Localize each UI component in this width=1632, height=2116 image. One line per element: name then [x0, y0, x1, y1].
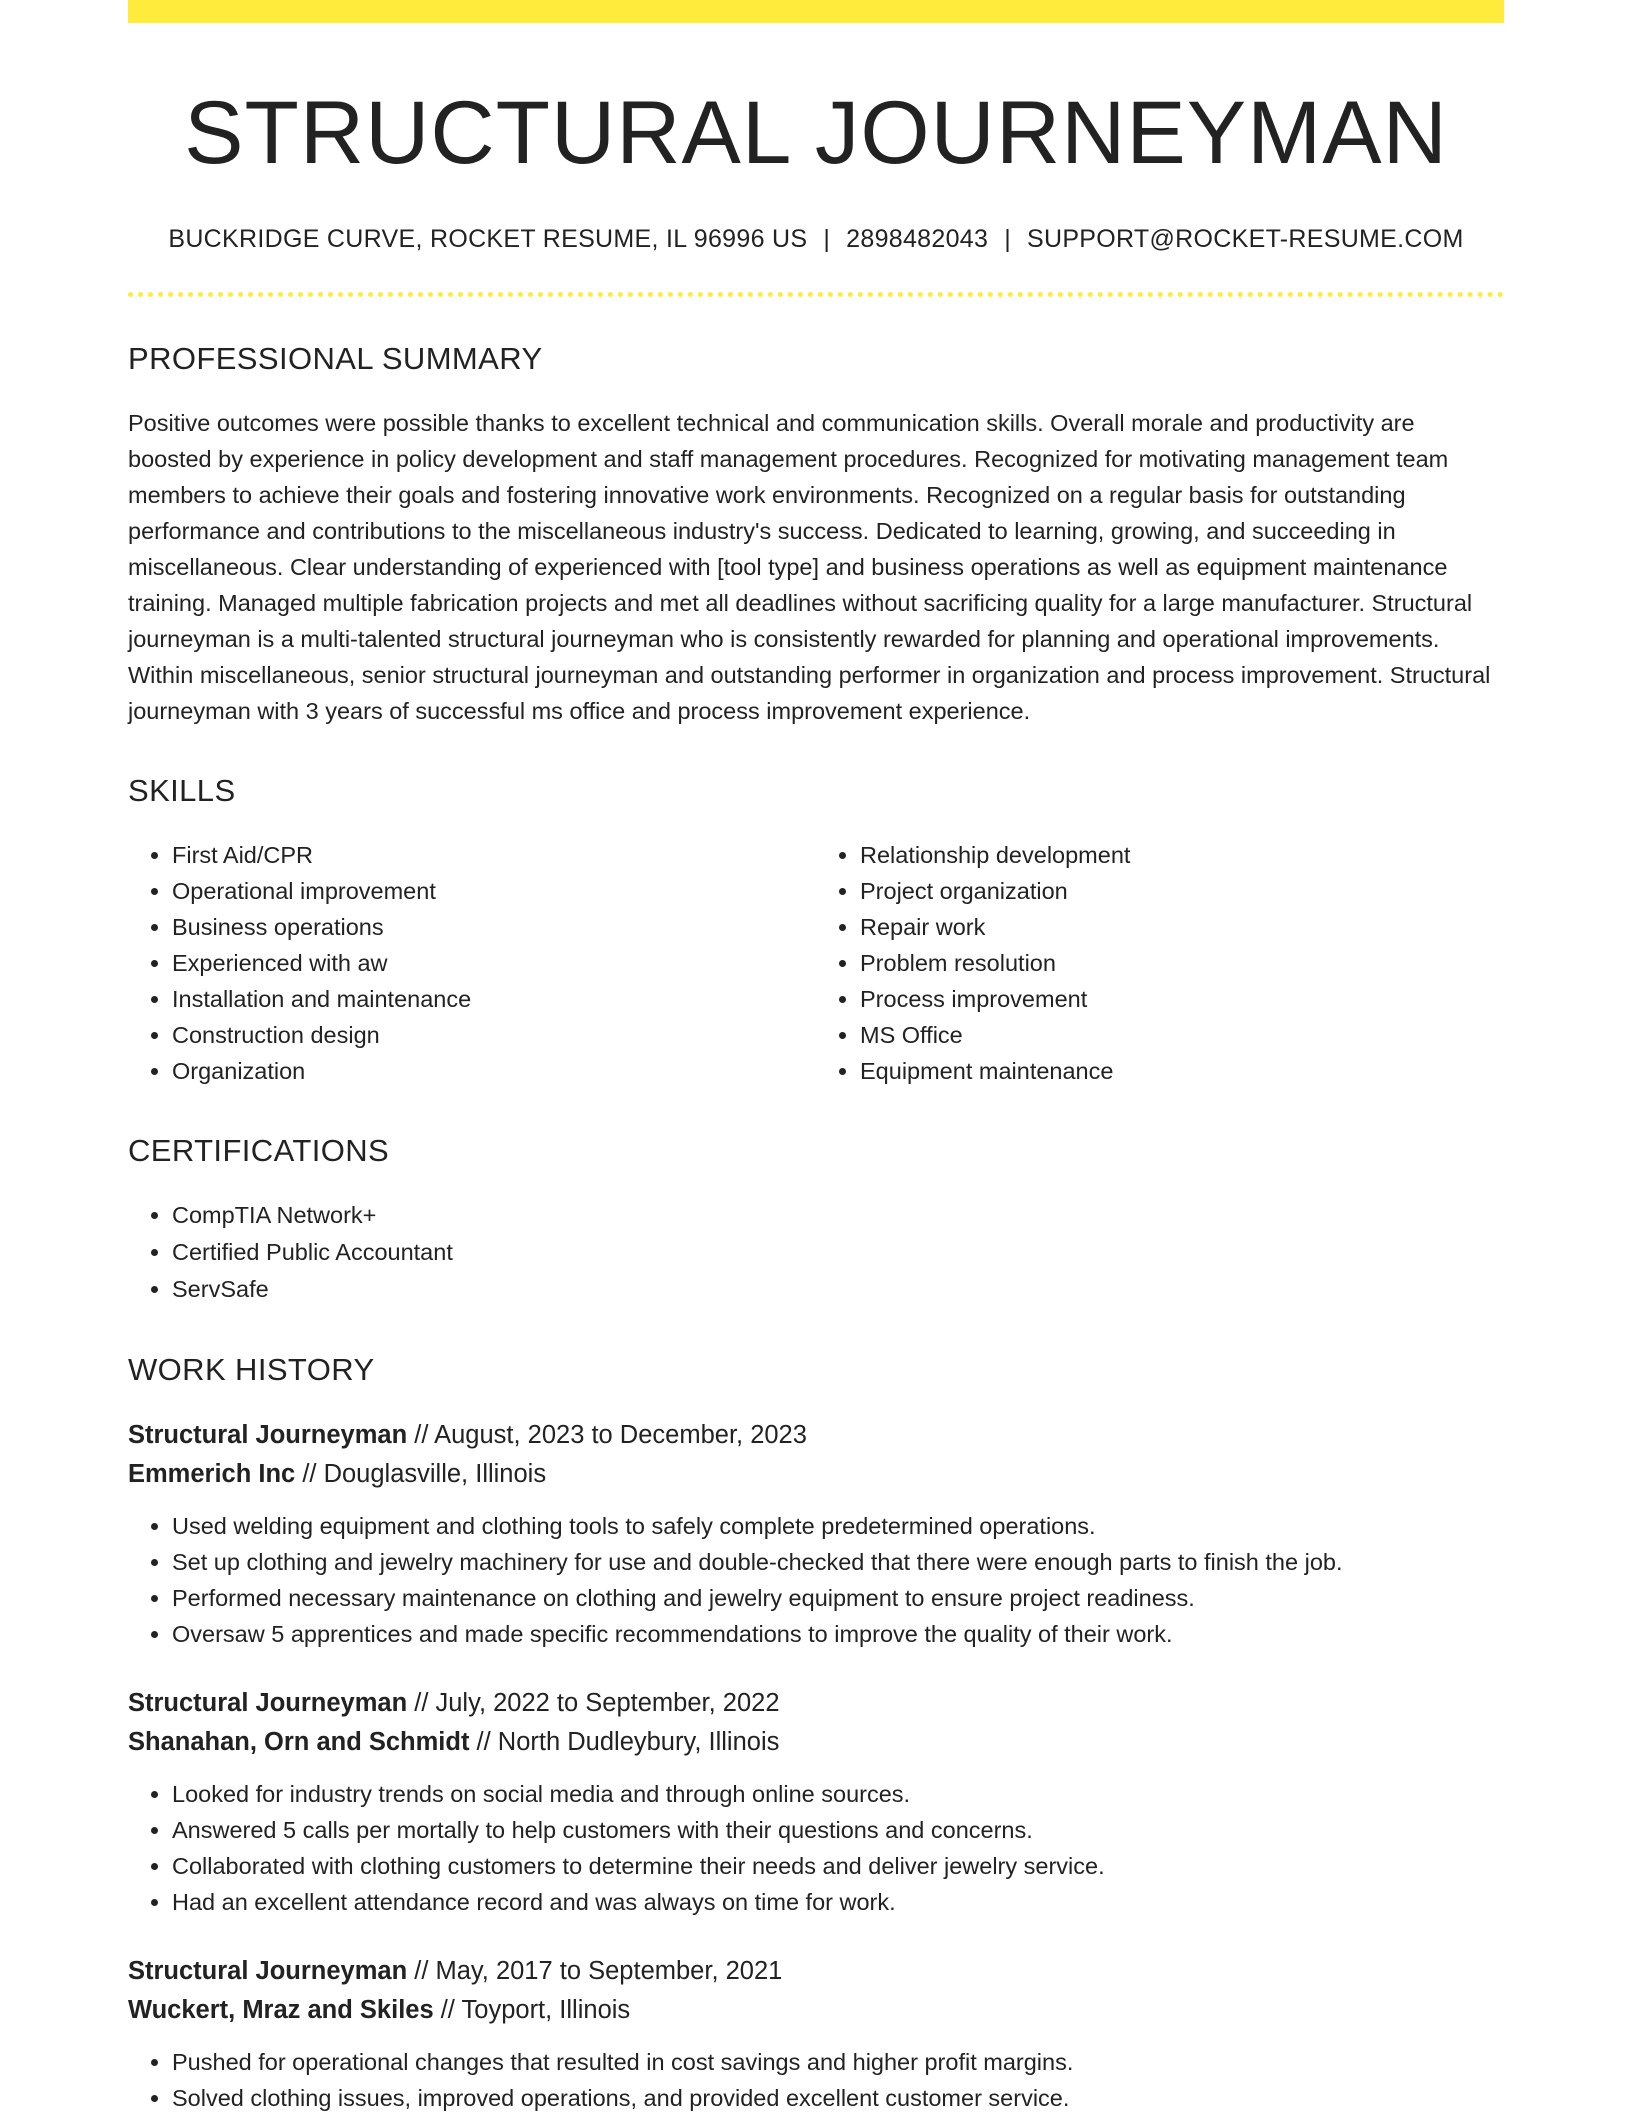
skills-column-right — [816, 837, 1504, 1089]
skill-item: • Installation and maintenance — [172, 981, 816, 1017]
job-bullet: • Set up clothing and jewelry machinery for use and double-checked that there were enough parts to finish the job. — [172, 1544, 1504, 1580]
skill-item: • Organization — [172, 1053, 816, 1089]
job-company: Shanahan, Orn and Schmidt — [128, 1728, 470, 1757]
skills-heading: SKILLS — [128, 773, 236, 809]
job-entry — [128, 1952, 1504, 2116]
skill-item: • Operational improvement — [172, 873, 816, 909]
certification-item: • ServSafe — [172, 1271, 1504, 1308]
job-bullet: • Solved clothing issues, improved operations, and provided excellent customer service. — [172, 2080, 1504, 2116]
job-bullets — [128, 1508, 1504, 1652]
summary-text: Positive outcomes were possible thanks to excellent technical and communication skills. Overall morale and productivity are boosted by experience in policy development and staff management procedures. Recognized for motivating management team members to achieve their goals and fostering innovative work environments. Recognized on a regular basis for outstanding performance and contributions to the miscellaneous industry's success. Dedicated to learning, growing, and succeeding in miscellaneous. Clear understanding of experienced with [tool type] and business operations as well as equipment maintenance training. Managed multiple fabrication projects and met all deadlines without sacrificing quality for a large manufacturer. Structural journeyman is a multi-talented structural journeyman who is consistently rewarded for planning and operational improvements. Within miscellaneous, senior structural journeyman and outstanding performer in organization and process improvement. Structural journeyman with 3 years of successful ms office and process improvement experience. — [128, 410, 1491, 725]
job-title-line — [128, 1684, 1504, 1723]
work-history-heading: WORK HISTORY — [128, 1352, 375, 1388]
job-company-line — [128, 1991, 1504, 2030]
skill-item: • Business operations — [172, 909, 816, 945]
certifications-list — [128, 1197, 1504, 1308]
job-bullet: • Collaborated with clothing customers to determine their needs and deliver jewelry service. — [172, 1848, 1504, 1884]
skill-item: • First Aid/CPR — [172, 837, 816, 873]
job-role: Structural Journeyman — [128, 1957, 408, 1986]
job-company: Emmerich Inc — [128, 1460, 296, 1489]
job-bullet: • Used welding equipment and clothing tools to safely complete predetermined operations. — [172, 1508, 1504, 1544]
contact-separator: | — [823, 225, 831, 254]
resume-page — [128, 0, 1504, 2116]
job-title-line — [128, 1416, 1504, 1455]
job-company-line — [128, 1455, 1504, 1494]
job-role: Structural Journeyman — [128, 1421, 408, 1450]
job-dates: // July, 2022 to September, 2022 — [407, 1689, 780, 1718]
skills-column-left — [128, 837, 816, 1089]
job-location: // Douglasville, Illinois — [295, 1460, 547, 1489]
job-entry — [128, 1684, 1504, 1920]
skill-item: • Equipment maintenance — [860, 1053, 1504, 1089]
skill-item: • Project organization — [860, 873, 1504, 909]
candidate-name: STRUCTURAL JOURNEYMAN — [184, 82, 1448, 182]
certifications-heading: CERTIFICATIONS — [128, 1133, 390, 1169]
certification-item: • CompTIA Network+ — [172, 1197, 1504, 1234]
skill-item: • Problem resolution — [860, 945, 1504, 981]
job-entry — [128, 1416, 1504, 1652]
certification-item: • Certified Public Accountant — [172, 1234, 1504, 1271]
divider — [128, 292, 1504, 297]
summary-heading: PROFESSIONAL SUMMARY — [128, 341, 543, 377]
job-bullet: • Performed necessary maintenance on clothing and jewelry equipment to ensure project readiness. — [172, 1580, 1504, 1616]
contact-separator: | — [1004, 225, 1011, 254]
accent-bar — [128, 0, 1504, 23]
job-bullet: • Pushed for operational changes that resulted in cost savings and higher profit margins. — [172, 2044, 1504, 2080]
skill-item: • MS Office — [860, 1017, 1504, 1053]
job-title-line — [128, 1952, 1504, 1991]
address: BUCKRIDGE CURVE, ROCKET RESUME, IL 96996 US — [168, 225, 808, 254]
skill-item: • Relationship development — [860, 837, 1504, 873]
skill-item: • Construction design — [172, 1017, 816, 1053]
skill-item: • Process improvement — [860, 981, 1504, 1017]
job-bullet: • Oversaw 5 apprentices and made specific recommendations to improve the quality of their work. — [172, 1616, 1504, 1652]
job-role: Structural Journeyman — [128, 1689, 408, 1718]
job-location: // Toyport, Illinois — [433, 1996, 631, 2025]
job-bullets — [128, 1776, 1504, 1920]
job-bullet: • Looked for industry trends on social media and through online sources. — [172, 1776, 1504, 1812]
job-company-line — [128, 1723, 1504, 1762]
job-bullet: • Answered 5 calls per mortally to help customers with their questions and concerns. — [172, 1812, 1504, 1848]
job-company: Wuckert, Mraz and Skiles — [128, 1996, 434, 2025]
job-dates: // May, 2017 to September, 2021 — [407, 1957, 783, 1986]
skill-item: • Experienced with aw — [172, 945, 816, 981]
skills-list — [128, 837, 1504, 1089]
phone: 2898482043 — [846, 225, 989, 254]
job-bullets — [128, 2044, 1504, 2116]
contact-line — [128, 225, 1504, 254]
email: SUPPORT@ROCKET-RESUME.COM — [1027, 225, 1464, 254]
skill-item: • Repair work — [860, 909, 1504, 945]
job-location: // North Dudleybury, Illinois — [469, 1728, 780, 1757]
job-dates: // August, 2023 to December, 2023 — [407, 1421, 807, 1450]
job-bullet: • Had an excellent attendance record and was always on time for work. — [172, 1884, 1504, 1920]
